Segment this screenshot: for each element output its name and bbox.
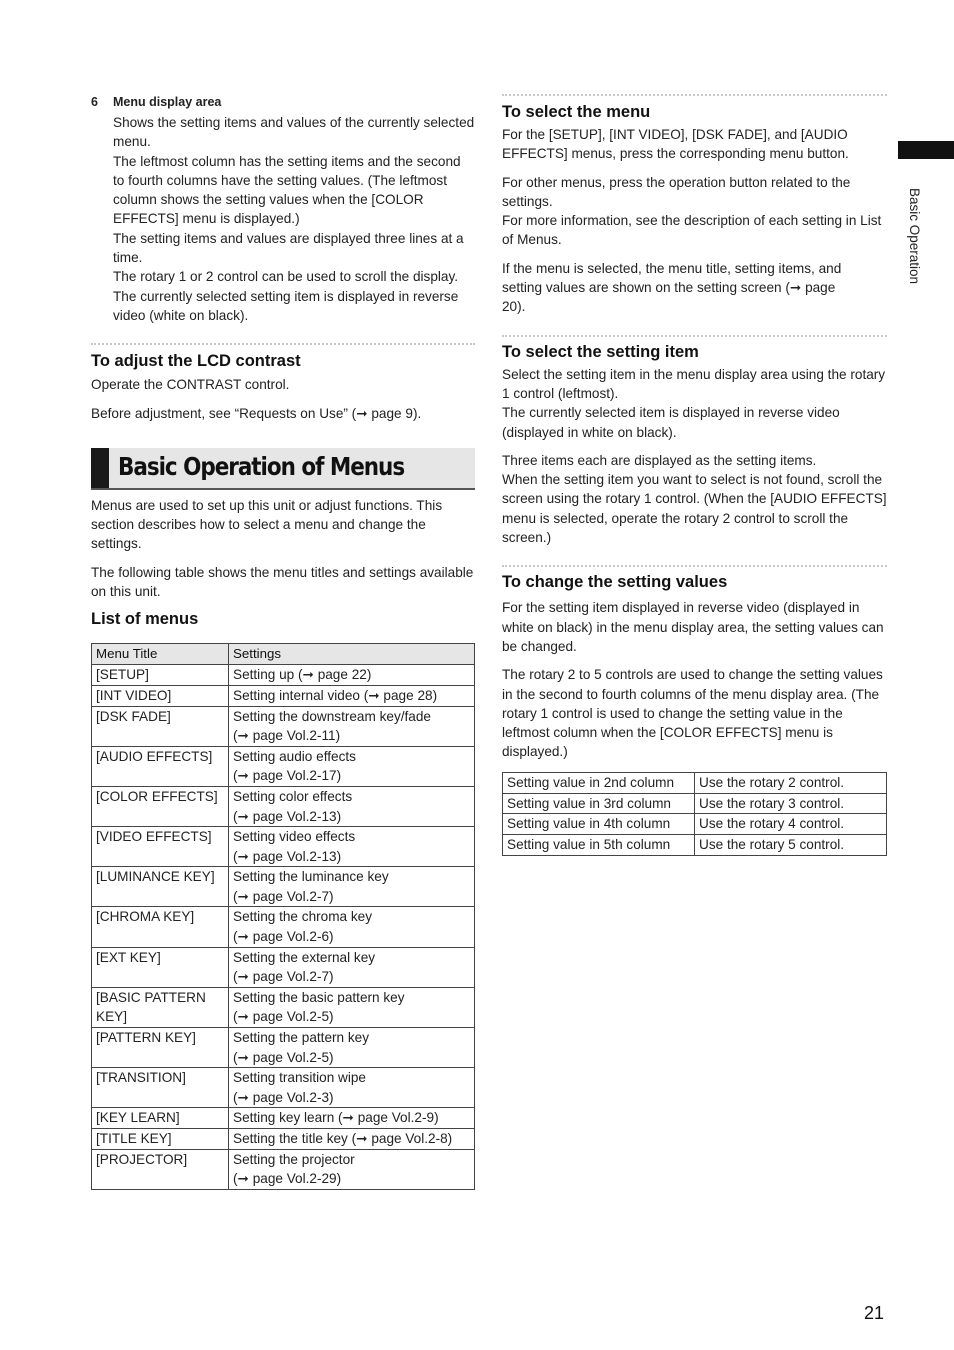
menu-title-cell: [DSK FADE]	[92, 706, 229, 746]
section-title-bar	[91, 448, 475, 490]
table-row	[92, 1068, 475, 1108]
table-row	[92, 1149, 475, 1189]
table-header-cell: Menu Title	[92, 644, 229, 665]
dotted-divider	[91, 343, 475, 345]
menu-title-cell: [PROJECTOR]	[92, 1149, 229, 1189]
item-number: 6	[91, 95, 98, 109]
menu-settings-cell: Setting the chroma key (➞ page Vol.2-6)	[229, 907, 475, 947]
menu-title-cell: [KEY LEARN]	[92, 1108, 229, 1129]
column-cell: Setting value in 3rd column	[503, 793, 695, 814]
menu-settings-cell: Setting the title key (➞ page Vol.2-8)	[229, 1129, 475, 1150]
menu-settings-cell: Setting video effects (➞ page Vol.2-13)	[229, 827, 475, 867]
menu-title-cell: [LUMINANCE KEY]	[92, 867, 229, 907]
section-title-block	[91, 448, 109, 488]
table-row	[92, 987, 475, 1027]
table-row	[92, 947, 475, 987]
table-row	[92, 1028, 475, 1068]
lcd-contrast-note: Before adjustment, see “Requests on Use” (➞ page 9).	[91, 405, 422, 421]
item-6-line: The rotary 1 or 2 control can be used to scroll the display.	[113, 269, 459, 285]
select-item-text: Three items each are displayed as the setting items.	[502, 452, 817, 468]
menu-settings-cell: Setting up (➞ page 22)	[229, 665, 475, 686]
table-row	[92, 685, 475, 706]
control-cell: Use the rotary 5 control.	[695, 835, 887, 856]
item-6-line: The setting items and values are displayed three lines at a time.	[113, 230, 464, 266]
change-values-text: The rotary 2 to 5 controls are used to change the setting values in the second to fourth columns of the menu display area. (The rotary 1 control is used to change the setting value in the leftmost column when the [COLOR EFFECTS] menu is displayed.)	[502, 667, 883, 760]
menu-settings-cell: Setting the pattern key (➞ page Vol.2-5)	[229, 1028, 475, 1068]
menu-settings-cell: Setting audio effects (➞ page Vol.2-17)	[229, 746, 475, 786]
side-tab-marker	[898, 141, 954, 159]
menu-title-cell: [SETUP]	[92, 665, 229, 686]
item-6-line: Shows the setting items and values of the currently selected menu.	[113, 115, 475, 150]
select-item-text: The currently selected item is displayed in reverse video (displayed in white on black).	[502, 405, 840, 440]
table-row	[92, 867, 475, 907]
dotted-divider	[502, 565, 887, 567]
intro-paragraph: Menus are used to set up this unit or adjust functions. This section describes how to select a menu and change the settings.	[91, 497, 443, 552]
menu-settings-cell: Setting the downstream key/fade (➞ page Vol.2-11)	[229, 706, 475, 746]
section-title: Basic Operation of Menus	[118, 451, 405, 481]
list-of-menus-heading: List of menus	[91, 610, 199, 629]
table-row	[92, 1108, 475, 1129]
menu-title-cell: [AUDIO EFFECTS]	[92, 746, 229, 786]
menu-settings-cell: Setting the basic pattern key (➞ page Vol.2-5)	[229, 987, 475, 1027]
table-row	[503, 835, 887, 856]
change-values-text: For the setting item displayed in reverse video (displayed in white on black) in the menu display area, the setting values can be changed.	[502, 600, 884, 654]
select-menu-text: For more information, see the description of each setting in List of Menus.	[502, 213, 882, 248]
menu-title-cell: [CHROMA KEY]	[92, 907, 229, 947]
change-values-heading: To change the setting values	[502, 573, 728, 592]
select-item-heading: To select the setting item	[502, 342, 699, 361]
menu-settings-cell: Setting transition wipe (➞ page Vol.2-3)	[229, 1068, 475, 1108]
menu-title-cell: [TITLE KEY]	[92, 1129, 229, 1150]
item-6-line: The currently selected setting item is displayed in reverse video (white on black).	[113, 288, 459, 323]
table-row	[92, 907, 475, 947]
menu-settings-cell: Setting the external key (➞ page Vol.2-7)	[229, 947, 475, 987]
table-row	[92, 786, 475, 826]
select-menu-heading: To select the menu	[502, 103, 651, 121]
table-row	[92, 1129, 475, 1150]
table-row	[92, 827, 475, 867]
select-item-text: Select the setting item in the menu display area using the rotary 1 control (leftmost).	[502, 366, 886, 401]
select-menu-text: If the menu is selected, the menu title, setting items, and setting values are shown on the setting screen (➞ page 20).	[502, 260, 842, 315]
table-header-cell: Settings	[229, 644, 475, 665]
select-menu-text: For other menus, press the operation button related to the settings.	[502, 174, 851, 209]
lcd-contrast-text: Operate the CONTRAST control.	[91, 377, 290, 393]
select-menu-text: For the [SETUP], [INT VIDEO], [DSK FADE], and [AUDIO EFFECTS] menus, press the corresponding menu button.	[502, 127, 849, 162]
item-6	[91, 94, 475, 325]
left-column	[91, 94, 475, 1190]
item-6-line: The leftmost column has the setting items and the second to fourth columns have the setting values. (The leftmost column shows the setting values when the [COLOR EFFECTS] menu is displayed.)	[113, 153, 461, 227]
table-row	[92, 665, 475, 686]
menu-settings-cell: Setting color effects (➞ page Vol.2-13)	[229, 786, 475, 826]
item-title: Menu display area	[113, 95, 222, 109]
menu-title-cell: [INT VIDEO]	[92, 685, 229, 706]
control-table	[502, 772, 887, 856]
menu-title-cell: [VIDEO EFFECTS]	[92, 827, 229, 867]
menu-settings-cell: Setting internal video (➞ page 28)	[229, 685, 475, 706]
menu-title-cell: [PATTERN KEY]	[92, 1028, 229, 1068]
intro-paragraph: The following table shows the menu titles and settings available on this unit.	[91, 564, 474, 600]
page-number: 21	[864, 1303, 885, 1323]
table-row	[503, 772, 887, 793]
table-row	[92, 746, 475, 786]
column-cell: Setting value in 4th column	[503, 814, 695, 835]
dotted-divider	[502, 94, 887, 96]
menu-settings-cell: Setting the projector (➞ page Vol.2-29)	[229, 1149, 475, 1189]
side-section-label: Basic Operation	[907, 188, 922, 285]
menu-settings-cell: Setting the luminance key (➞ page Vol.2-7)	[229, 867, 475, 907]
column-cell: Setting value in 2nd column	[503, 772, 695, 793]
table-row	[503, 793, 887, 814]
table-header-row	[92, 644, 475, 665]
lcd-contrast-heading: To adjust the LCD contrast	[91, 352, 301, 371]
menu-title-cell: [COLOR EFFECTS]	[92, 786, 229, 826]
menu-table	[91, 643, 475, 1189]
select-item-text: When the setting item you want to select is not found, scroll the screen using the rotary 1 control. (When the [AUDIO EFFECTS] menu is selected, operate the rotary 2 control to scroll the screen.)	[502, 472, 887, 546]
menu-title-cell: [BASIC PATTERN KEY]	[92, 987, 229, 1027]
right-column	[502, 94, 887, 856]
column-cell: Setting value in 5th column	[503, 835, 695, 856]
menu-title-cell: [EXT KEY]	[92, 947, 229, 987]
dotted-divider	[502, 335, 887, 337]
menu-title-cell: [TRANSITION]	[92, 1068, 229, 1108]
control-cell: Use the rotary 4 control.	[695, 814, 887, 835]
item-6-heading	[91, 94, 475, 111]
control-cell: Use the rotary 3 control.	[695, 793, 887, 814]
table-row	[92, 706, 475, 746]
control-cell: Use the rotary 2 control.	[695, 772, 887, 793]
menu-settings-cell: Setting key learn (➞ page Vol.2-9)	[229, 1108, 475, 1129]
table-row	[503, 814, 887, 835]
